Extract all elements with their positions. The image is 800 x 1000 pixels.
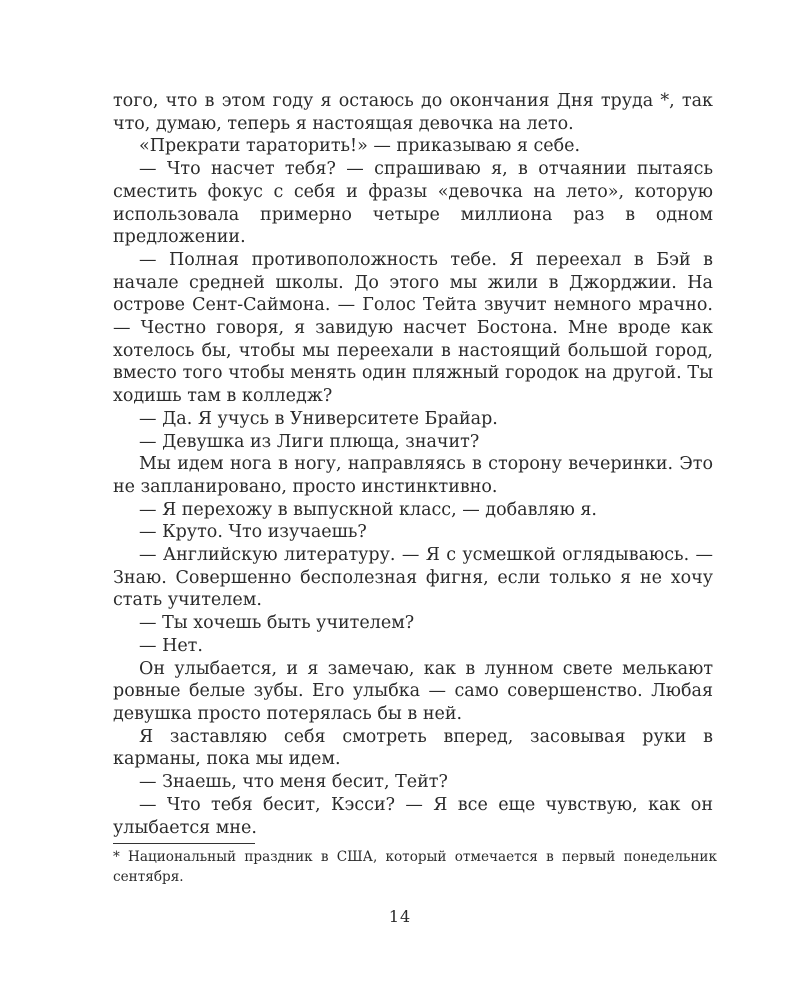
paragraph: того, что в этом году я остаюсь до окончания Дня труда *, так что, думаю, теперь я настоящая девочка на лето. bbox=[113, 91, 713, 134]
footnote: * Национальный праздник в США, который отмечается в первый понедельник сентября. bbox=[113, 849, 717, 885]
paragraph: — Что насчет тебя? — спрашиваю я, в отчаянии пытаясь сместить фокус с себя и фразы «девочка на лето», которую использовала примерно четыре миллиона раз в одном предложении. bbox=[113, 159, 713, 248]
paragraph: — Да. Я учусь в Университете Брайар. bbox=[139, 408, 498, 429]
paragraph: — Я перехожу в выпускной класс, — добавляю я. bbox=[139, 499, 597, 520]
paragraph: «Прекрати тараторить!» — приказываю я себе. bbox=[139, 136, 581, 157]
paragraph: Я заставляю себя смотреть вперед, засовывая руки в карманы, пока мы идем. bbox=[113, 726, 713, 770]
paragraph: — Знаешь, что меня бесит, Тейт? bbox=[139, 772, 448, 793]
body-text bbox=[113, 90, 713, 839]
paragraph: Мы идем нога в ногу, направляясь в сторону вечеринки. Это не запланировано, просто инстинктивно. bbox=[113, 454, 713, 497]
paragraph: — Нет. bbox=[139, 635, 203, 656]
paragraph: — Полная противоположность тебе. Я переехал в Бэй в начале средней школы. До этого мы жили в Джорджии. На острове Сент-Саймона. — Голос Тейта звучит немного мрачно. — Честно говоря, я завидую насчет Бостона. Мне вроде как хотелось бы, чтобы мы переехали в настоящий большой город, вместо того чтобы менять один пляжный городок на другой. Ты ходишь там в колледж? bbox=[113, 249, 713, 407]
paragraph: — Круто. Что изучаешь? bbox=[139, 522, 367, 543]
paragraph: — Ты хочешь быть учителем? bbox=[139, 613, 415, 634]
paragraph: Он улыбается, и я замечаю, как в лунном свете мелькают ровные белые зубы. Его улыбка — само совершенство. Любая девушка просто потерялась бы в ней. bbox=[113, 658, 713, 724]
paragraph: — Что тебя бесит, Кэсси? — Я все еще чувствую, как он улыбается мне. bbox=[113, 794, 713, 838]
footnote-divider bbox=[113, 843, 255, 844]
paragraph: — Английскую литературу. — Я с усмешкой оглядываюсь. — Знаю. Совершенно бесполезная фигня, если только я не хочу стать учителем. bbox=[113, 545, 713, 611]
page-number: 14 bbox=[388, 907, 412, 926]
paragraph: — Девушка из Лиги плюща, значит? bbox=[139, 431, 480, 452]
